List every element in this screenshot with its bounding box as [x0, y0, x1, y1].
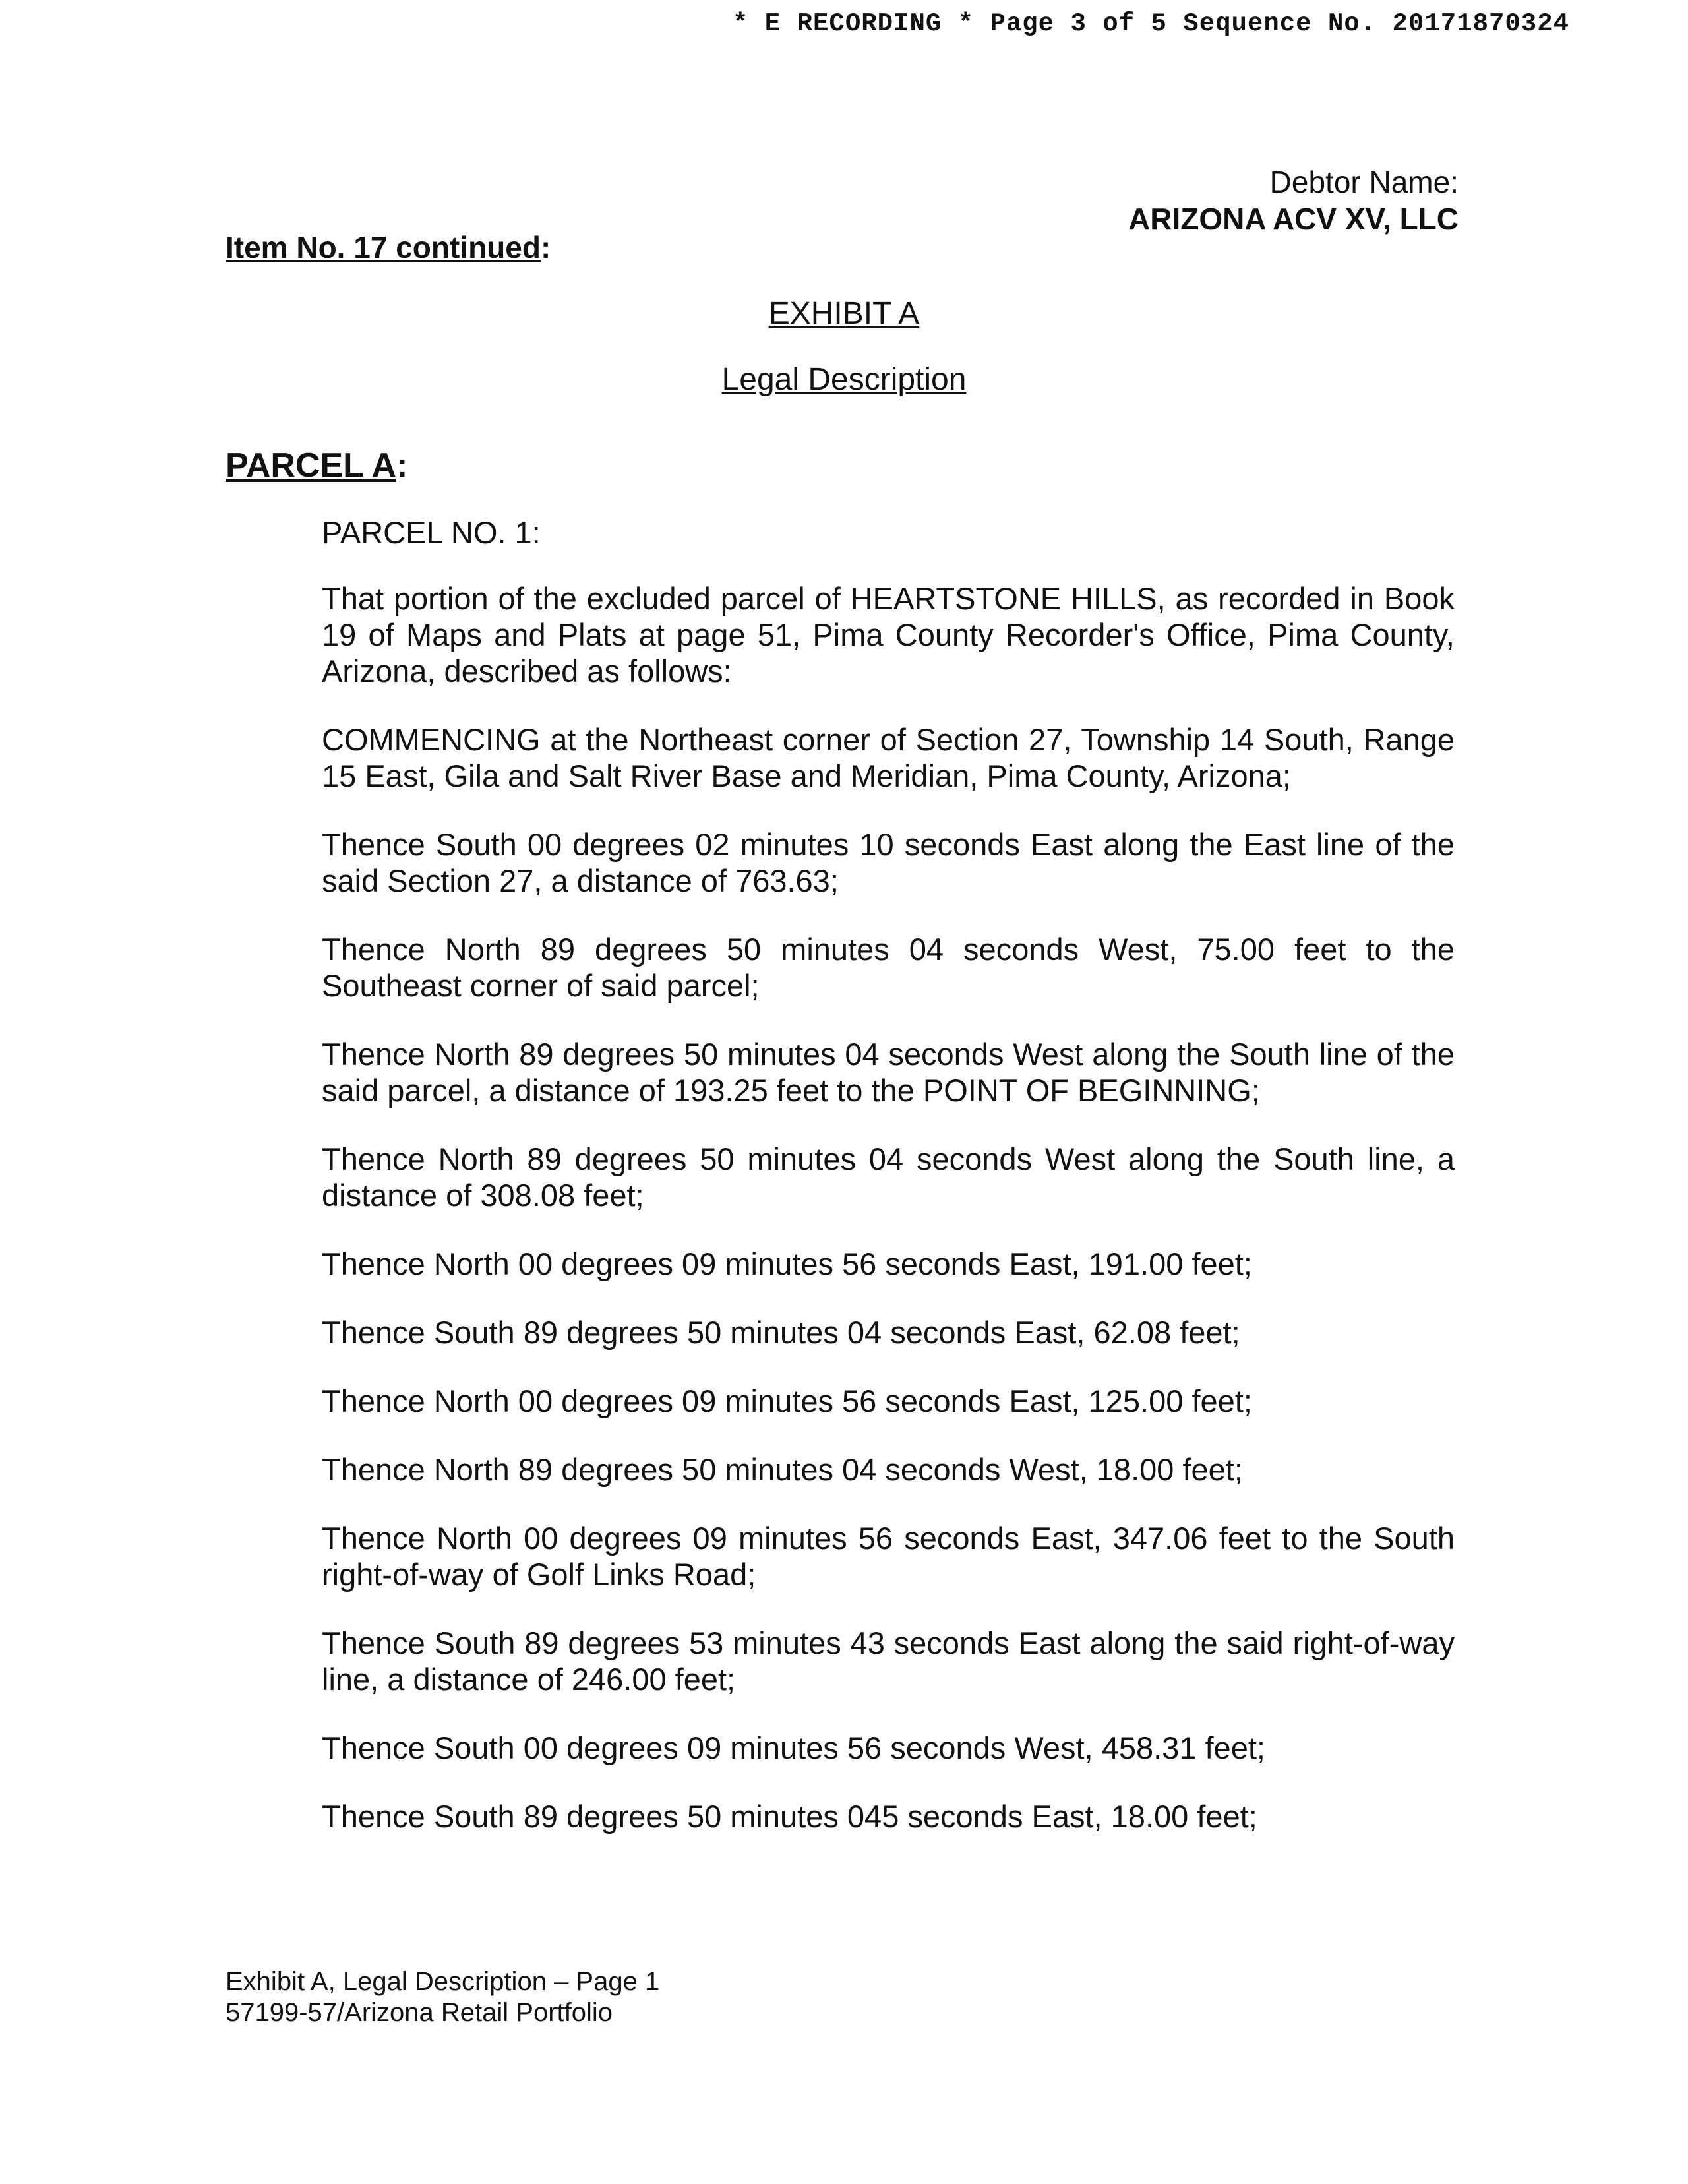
paragraph-course: Thence South 00 degrees 09 minutes 56 seconds West, 458.31 feet;: [322, 1730, 1265, 1765]
legal-description-body: [322, 514, 1455, 1867]
debtor-block: [1128, 164, 1459, 237]
paragraph-course: Thence South 89 degrees 50 minutes 045 seconds East, 18.00 feet;: [322, 1799, 1257, 1834]
item-continued-colon: :: [540, 230, 551, 264]
paragraph-course: Thence North 00 degrees 09 minutes 56 seconds East, 347.06 feet to the South right-of-way of Golf Links Road;: [322, 1521, 1455, 1592]
debtor-label: Debtor Name:: [1269, 165, 1459, 199]
page-footer: [226, 1966, 659, 2028]
exhibit-title: EXHIBIT A: [768, 296, 920, 331]
exhibit-subtitle: Legal Description: [721, 362, 967, 397]
item-continued-label: Item No. 17 continued: [226, 230, 541, 264]
parcel-heading: [226, 446, 407, 485]
paragraph-course: Thence North 89 degrees 50 minutes 04 seconds West along the South line, a distance of 308.08 feet;: [322, 1141, 1455, 1213]
paragraph-course: Thence North 00 degrees 09 minutes 56 seconds East, 191.00 feet;: [322, 1246, 1252, 1281]
parcel-heading-colon: :: [396, 446, 408, 485]
debtor-name: ARIZONA ACV XV, LLC: [1128, 202, 1459, 236]
paragraph-course: Thence South 00 degrees 02 minutes 10 seconds East along the East line of the said Section 27, a distance of 763.63;: [322, 827, 1455, 898]
item-continued-heading: [226, 229, 551, 265]
paragraph-course: Thence North 00 degrees 09 minutes 56 seconds East, 125.00 feet;: [322, 1383, 1252, 1418]
footer-line-2: 57199-57/Arizona Retail Portfolio: [226, 1998, 613, 2027]
footer-line-1: Exhibit A, Legal Description – Page 1: [226, 1967, 660, 1996]
paragraph-course: Thence North 89 degrees 50 minutes 04 seconds West, 75.00 feet to the Southeast corner of said parcel;: [322, 932, 1455, 1003]
paragraph-course: Thence North 89 degrees 50 minutes 04 seconds West, 18.00 feet;: [322, 1452, 1243, 1487]
paragraph-course: Thence North 89 degrees 50 minutes 04 seconds West along the South line of the said parcel, a distance of 193.25 feet to the POINT OF BEGINNING;: [322, 1037, 1455, 1108]
paragraph-intro: That portion of the excluded parcel of HEARTSTONE HILLS, as recorded in Book 19 of Maps and Plats at page 51, Pima County Recorder's Office, Pima County, Arizona, described as follows:: [322, 581, 1455, 688]
paragraph-course: Thence South 89 degrees 53 minutes 43 seconds East along the said right-of-way line, a distance of 246.00 feet;: [322, 1625, 1455, 1697]
paragraph-course: Thence South 89 degrees 50 minutes 04 seconds East, 62.08 feet;: [322, 1315, 1240, 1350]
recording-header: * E RECORDING * Page 3 of 5 Sequence No. 20171870324: [733, 9, 1569, 38]
parcel-number: PARCEL NO. 1:: [322, 515, 541, 550]
parcel-heading-label: PARCEL A: [226, 446, 397, 485]
paragraph-commencing: COMMENCING at the Northeast corner of Section 27, Township 14 South, Range 15 East, Gila and Salt River Base and Meridian, Pima County, Arizona;: [322, 722, 1455, 793]
